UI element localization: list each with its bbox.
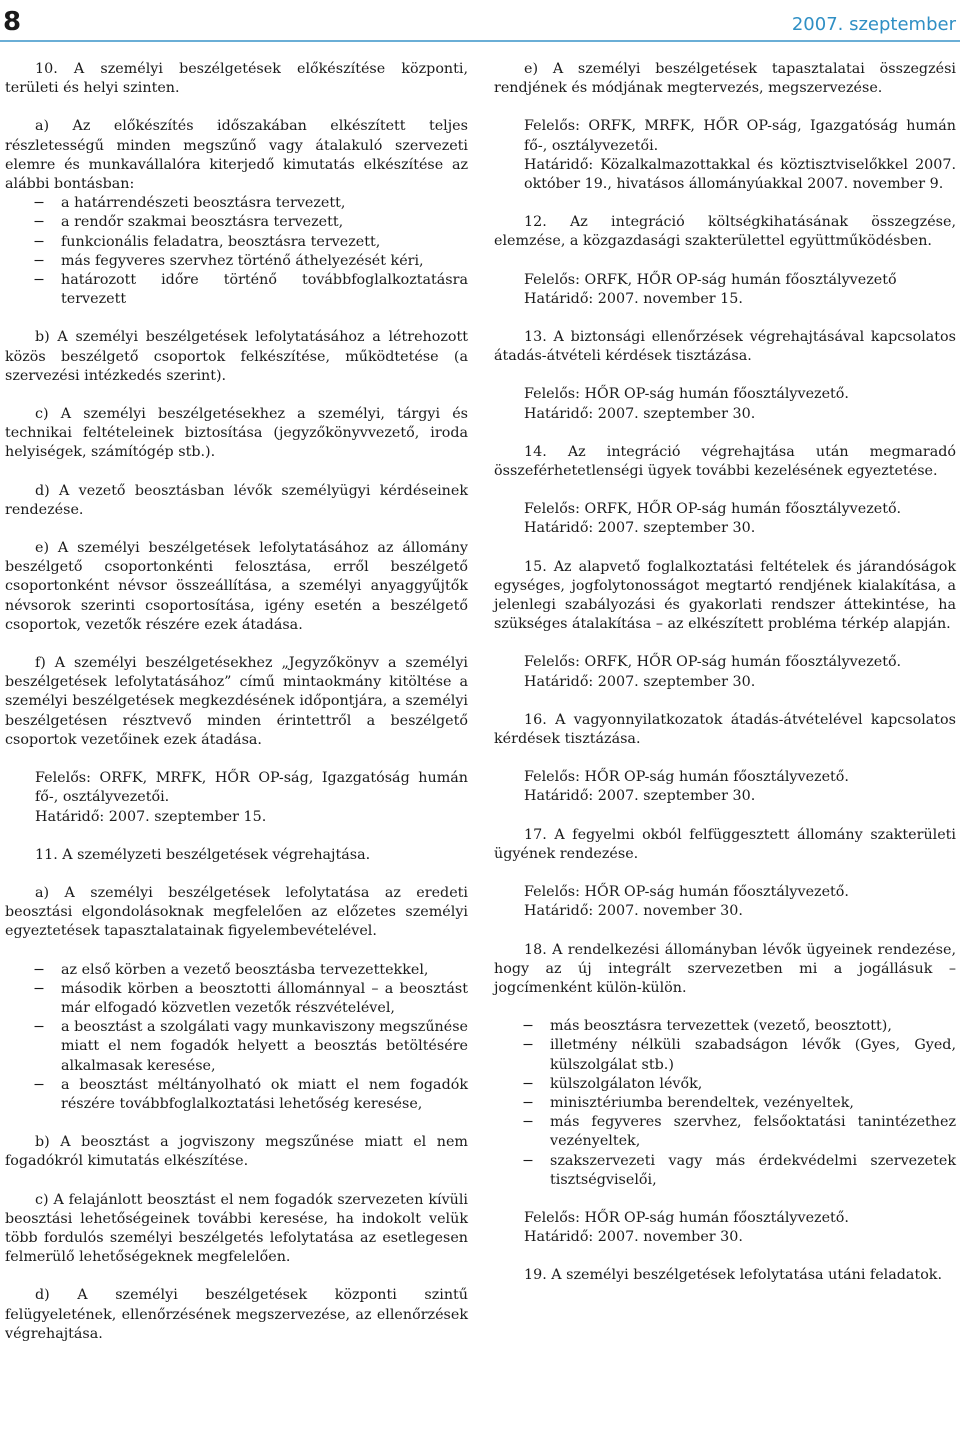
deadline-line: Határidő: 2007. szeptember 30. — [524, 788, 756, 805]
section-10b: b) A személyi beszélgetések lefolytatásához a létrehozott közös beszélgető csoportok felkészítése, működtetése (a szervezési intézkedés szerint). — [5, 329, 468, 384]
section-11b: b) A beosztást a jogviszony megszűnése miatt el nem fogadókról kimutatás elkészítése. — [5, 1134, 468, 1170]
section-14: 14. Az integráció végrehajtása után megmaradó összeférhetetlenségi ügyek további kezelésének egyeztetése. — [494, 443, 956, 480]
responsible-line: Felelős: HŐR OP-ság humán főosztályvezető. — [524, 386, 849, 403]
section-13: 13. A biztonsági ellenőrzések végrehajtásával kapcsolatos átadás-átvételi kérdések tisztázása. — [494, 329, 956, 365]
responsible-line: Felelős: ORFK, HŐR OP-ság humán főosztályvezető. — [524, 654, 902, 671]
section-10d: d) A vezető beosztásban lévők személyügyi kérdéseinek rendezése. — [5, 482, 468, 518]
section-10e: e) A személyi beszélgetések lefolytatásához az állomány beszélgető csoportonkénti felosztása, erről beszélgető csoportonként névsor összeállítása, a személyi anyaggyűjtők névsorok szerinti csoportosítása, igény esetén a beszélgető csoportok, vezetők részére ezek átadása. — [5, 540, 468, 633]
section-11c: c) A felajánlott beosztást el nem fogadók szervezeten kívüli beosztási lehetőségeinek további keresése, ha indokolt velük több fordulós személyi beszélgetés lefolytatása az esetlegesen felmerülő lehetőségeknek megfelelően. — [5, 1191, 468, 1266]
section-16: 16. A vagyonnyilatkozatok átadás-átvételével kapcsolatos kérdések tisztázása. — [494, 711, 956, 748]
responsible-line: Felelős: HŐR OP-ság humán főosztályvezető. — [524, 769, 849, 786]
deadline-line: Határidő: 2007. szeptember 15. — [35, 808, 267, 825]
section-11-responsibility — [494, 117, 956, 194]
responsible-line: Felelős: ORFK, MRFK, HŐR OP-ság, Igazgatóság humán fő-, osztályvezetői. — [35, 770, 468, 806]
section-12-responsibility — [494, 271, 956, 309]
section-10f: f) A személyi beszélgetésekhez „Jegyzőkönyv a személyi beszélgetések lefolytatásához” című mintaokmány kitöltése a személyi beszélgetések megkezdésének időpontjára, a személyi beszélgetésen résztvevő minden érintettről a beszélgető csoportok vezetőinek ezek átadása. — [5, 655, 468, 748]
page-header — [0, 0, 960, 36]
deadline-line: Határidő: 2007. november 30. — [524, 903, 743, 920]
header-rule — [0, 40, 960, 42]
section-16-responsibility — [494, 768, 956, 806]
section-13-responsibility — [494, 385, 956, 423]
list-item: − a beosztást méltányolható ok miatt el nem fogadók részére továbbfoglalkoztatási lehetőség keresése, — [5, 1076, 468, 1114]
header-date: 2007. szeptember — [791, 14, 956, 35]
list-item: − külszolgálaton lévők, — [494, 1075, 956, 1094]
deadline-line: Határidő: Közalkalmazottakkal és köztisztviselőkkel 2007. október 19., hivatásos állományúakkal 2007. november 9. — [524, 156, 956, 193]
section-15-responsibility — [494, 653, 956, 691]
deadline-line: Határidő: 2007. november 15. — [524, 290, 743, 307]
section-12: 12. Az integráció költségkihatásának összegzése, elemzése, a közgazdasági szakterülettel együttműködésben. — [494, 214, 956, 250]
section-11a-list — [5, 961, 468, 1115]
section-18: 18. A rendelkezési állományban lévők ügyeinek rendezése, hogy az új integrált szervezetben mi a jogállásuk – jogcímenként külön-külön. — [494, 941, 956, 996]
list-item: − szakszervezeti vagy más érdekvédelmi szervezetek tisztségviselői, — [494, 1152, 956, 1190]
section-17-responsibility — [494, 883, 956, 921]
list-item: − más fegyveres szervhez történő áthelyezését kéri, — [5, 252, 468, 271]
list-item: − más beosztásra tervezettek (vezető, beosztott), — [494, 1017, 956, 1036]
section-10a-list — [5, 194, 468, 309]
responsible-line: Felelős: HŐR OP-ság humán főosztályvezető. — [524, 1209, 849, 1226]
responsible-line: Felelős: ORFK, HŐR OP-ság humán főosztályvezető — [524, 271, 897, 288]
list-item: − illetmény nélküli szabadságon lévők (Gyes, Gyed, külszolgálat stb.) — [494, 1036, 956, 1074]
section-18-responsibility — [494, 1209, 956, 1247]
deadline-line: Határidő: 2007. november 30. — [524, 1229, 743, 1246]
page-number: 8 — [3, 7, 22, 37]
list-item: − minisztériumba berendeltek, vezényeltek, — [494, 1094, 956, 1113]
deadline-line: Határidő: 2007. szeptember 30. — [524, 520, 756, 537]
list-item: − határozott időre történő továbbfoglalkoztatásra tervezett — [5, 271, 468, 309]
responsible-line: Felelős: ORFK, HŐR OP-ság humán főosztályvezető. — [524, 501, 902, 518]
section-18-list — [494, 1017, 956, 1190]
section-10a-intro: a) Az előkészítés időszakában elkészített teljes részletességű minden megszűnő vagy átalakuló szervezeti elemre és munkavállalóra kiterjedő kimutatás elkészítése az alábbi bontásban: — [5, 118, 468, 193]
list-item: − más fegyveres szervhez, felsőoktatási tanintézethez vezényeltek, — [494, 1113, 956, 1151]
list-item: − a határrendészeti beosztásra tervezett, — [5, 194, 468, 213]
list-item: − az első körben a vezető beosztásba tervezettekkel, — [5, 961, 468, 980]
right-column — [494, 60, 956, 1305]
section-15: 15. Az alapvető foglalkoztatási feltételek és járandóságok egységes, jogfolytonosságot megtartó rendjének kialakítása, a jelenlegi szabályozási és gyakorlati rendszer áttekintése, ha szükséges átalakítása – az elkészített probléma térkép alapján. — [494, 558, 956, 633]
list-item: − második körben a beosztotti állománnyal – a beosztást már elfogadó közvetlen vezetők részvételével, — [5, 980, 468, 1018]
section-11-title: 11. A személyzeti beszélgetések végrehajtása. — [35, 846, 371, 863]
section-19: 19. A személyi beszélgetések lefolytatása utáni feladatok. — [524, 1267, 943, 1284]
deadline-line: Határidő: 2007. szeptember 30. — [524, 405, 756, 422]
list-item: − a beosztást a szolgálati vagy munkaviszony megszűnése miatt el nem fogadók helyett a beosztás betöltésére alkalmasak keresése, — [5, 1018, 468, 1076]
deadline-line: Határidő: 2007. szeptember 30. — [524, 673, 756, 690]
section-17: 17. A fegyelmi okból felfüggesztett állomány szakterületi ügyének rendezése. — [494, 826, 956, 862]
section-11d: d) A személyi beszélgetések központi szintű felügyeletének, ellenőrzésének megszervezése, az ellenőrzések végrehajtása. — [5, 1287, 468, 1342]
section-10c: c) A személyi beszélgetésekhez a személyi, tárgyi és technikai feltételeinek biztosítása (jegyzőkönyvvezető, iroda helyiségek, számítógép stb.). — [5, 406, 468, 461]
list-item: − funkcionális feladatra, beosztásra tervezett, — [5, 233, 468, 252]
section-11a: a) A személyi beszélgetések lefolytatása az eredeti beosztási elgondolásoknak megfelelően az előzetes személyi egyeztetések tapasztalatainak figyelembevételével. — [5, 884, 468, 940]
section-10-title: 10. A személyi beszélgetések előkészítése központi, területi és helyi szinten. — [5, 61, 468, 97]
list-item: − a rendőr szakmai beosztásra tervezett, — [5, 213, 468, 232]
section-10-responsibility — [5, 769, 468, 827]
section-14-responsibility — [494, 500, 956, 538]
section-11e: e) A személyi beszélgetések tapasztalatai összegzési rendjének és módjának megtervezés, megszervezése. — [494, 61, 956, 97]
responsible-line: Felelős: ORFK, MRFK, HŐR OP-ság, Igazgatóság humán fő-, osztályvezetői. — [524, 118, 956, 154]
responsible-line: Felelős: HŐR OP-ság humán főosztályvezető. — [524, 884, 849, 901]
left-column — [5, 60, 468, 1363]
